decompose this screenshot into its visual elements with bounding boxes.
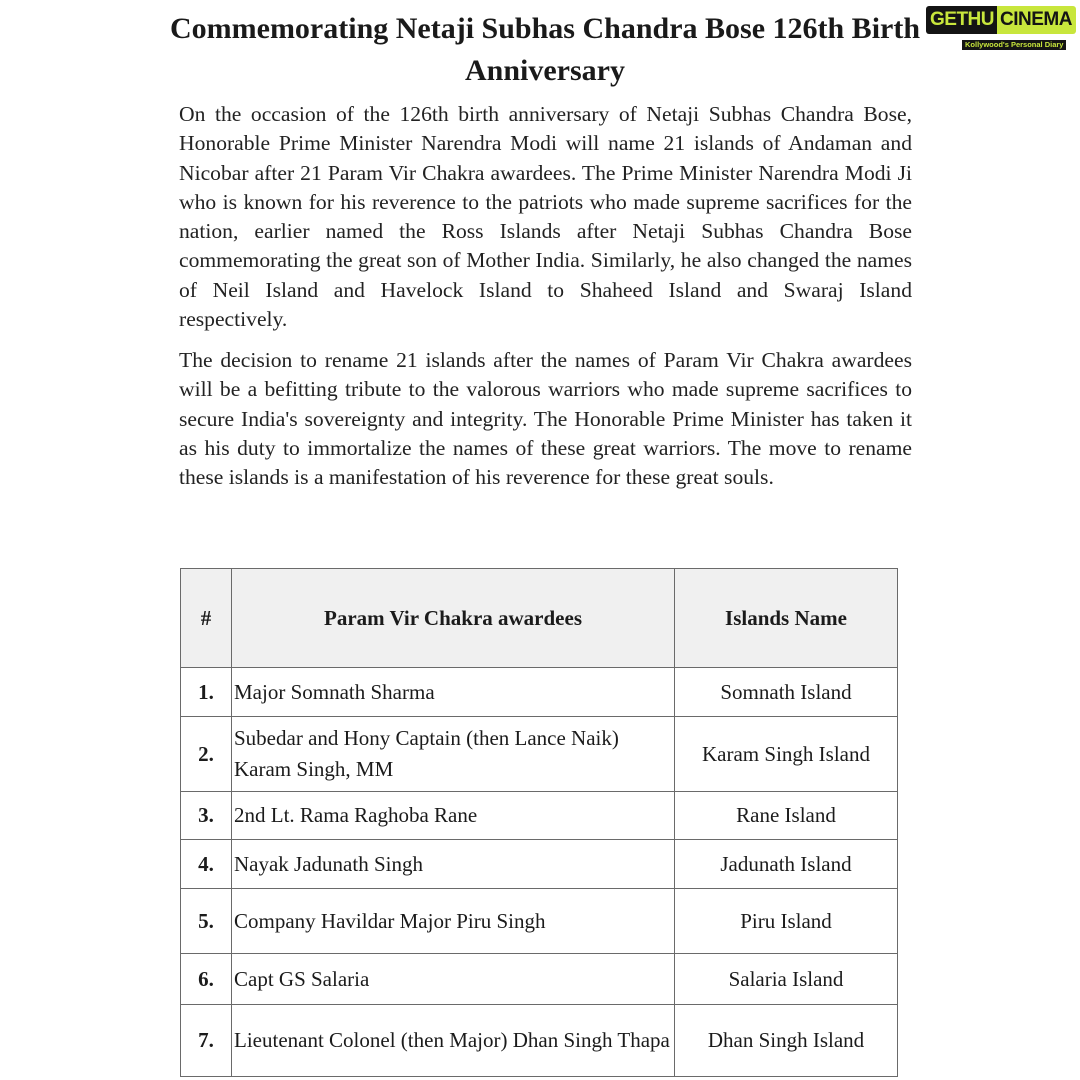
row-number: 3. (181, 792, 232, 840)
logo-left-text: GETHU (926, 6, 997, 34)
row-number: 1. (181, 668, 232, 717)
island-name: Somnath Island (675, 668, 898, 717)
header-islands: Islands Name (675, 569, 898, 668)
row-number: 5. (181, 889, 232, 954)
awardee-name: Major Somnath Sharma (232, 668, 675, 717)
table-row (181, 954, 898, 1005)
awardee-name: Lieutenant Colonel (then Major) Dhan Singh Thapa (232, 1005, 675, 1077)
table-row (181, 717, 898, 792)
island-name: Dhan Singh Island (675, 1005, 898, 1077)
table-header-row (181, 569, 898, 668)
awardee-name: Subedar and Hony Captain (then Lance Naik) Karam Singh, MM (232, 717, 675, 792)
document-title: Commemorating Netaji Subhas Chandra Bose 126th Birth Anniversary (169, 12, 921, 87)
island-name: Salaria Island (675, 954, 898, 1005)
header-number: # (181, 569, 232, 668)
logo-right-text: CINEMA (997, 6, 1076, 34)
island-name: Rane Island (675, 792, 898, 840)
gethu-cinema-logo (926, 6, 1074, 48)
island-name: Jadunath Island (675, 840, 898, 889)
awardees-table (180, 568, 898, 1077)
island-name: Karam Singh Island (675, 717, 898, 792)
row-number: 7. (181, 1005, 232, 1077)
row-number: 4. (181, 840, 232, 889)
row-number: 6. (181, 954, 232, 1005)
paragraph-decision: The decision to rename 21 islands after the names of Param Vir Chakra awardees will be a befitting tribute to the valorous warriors who made supreme sacrifices to secure India's sovereignty and integrity. The Honorable Prime Minister has taken it as his duty to immortalize the names of these great warriors. The move to rename these islands is a manifestation of his reverence for these great souls. (179, 348, 912, 490)
row-number: 2. (181, 717, 232, 792)
island-name: Piru Island (675, 889, 898, 954)
awardee-name: 2nd Lt. Rama Raghoba Rane (232, 792, 675, 840)
table-row (181, 792, 898, 840)
table-row (181, 1005, 898, 1077)
header-awardees: Param Vir Chakra awardees (232, 569, 675, 668)
logo-tagline: Kollywood's Personal Diary (962, 40, 1066, 50)
table-row (181, 840, 898, 889)
paragraph-intro: On the occasion of the 126th birth anniversary of Netaji Subhas Chandra Bose, Honorable Prime Minister Narendra Modi will name 21 islands of Andaman and Nicobar after 21 Param Vir Chakra awardees. The Prime Minister Narendra Modi Ji who is known for his reverence to the patriots who made supreme sacrifices for the nation, earlier named the Ross Islands after Netaji Subhas Chandra Bose commemorating the great son of Mother India. Similarly, he also changed the names of Neil Island and Havelock Island to Shaheed Island and Swaraj Island respectively. (179, 102, 912, 332)
table-row (181, 668, 898, 717)
awardee-name: Capt GS Salaria (232, 954, 675, 1005)
awardee-name: Nayak Jadunath Singh (232, 840, 675, 889)
table-row (181, 889, 898, 954)
awardee-name: Company Havildar Major Piru Singh (232, 889, 675, 954)
